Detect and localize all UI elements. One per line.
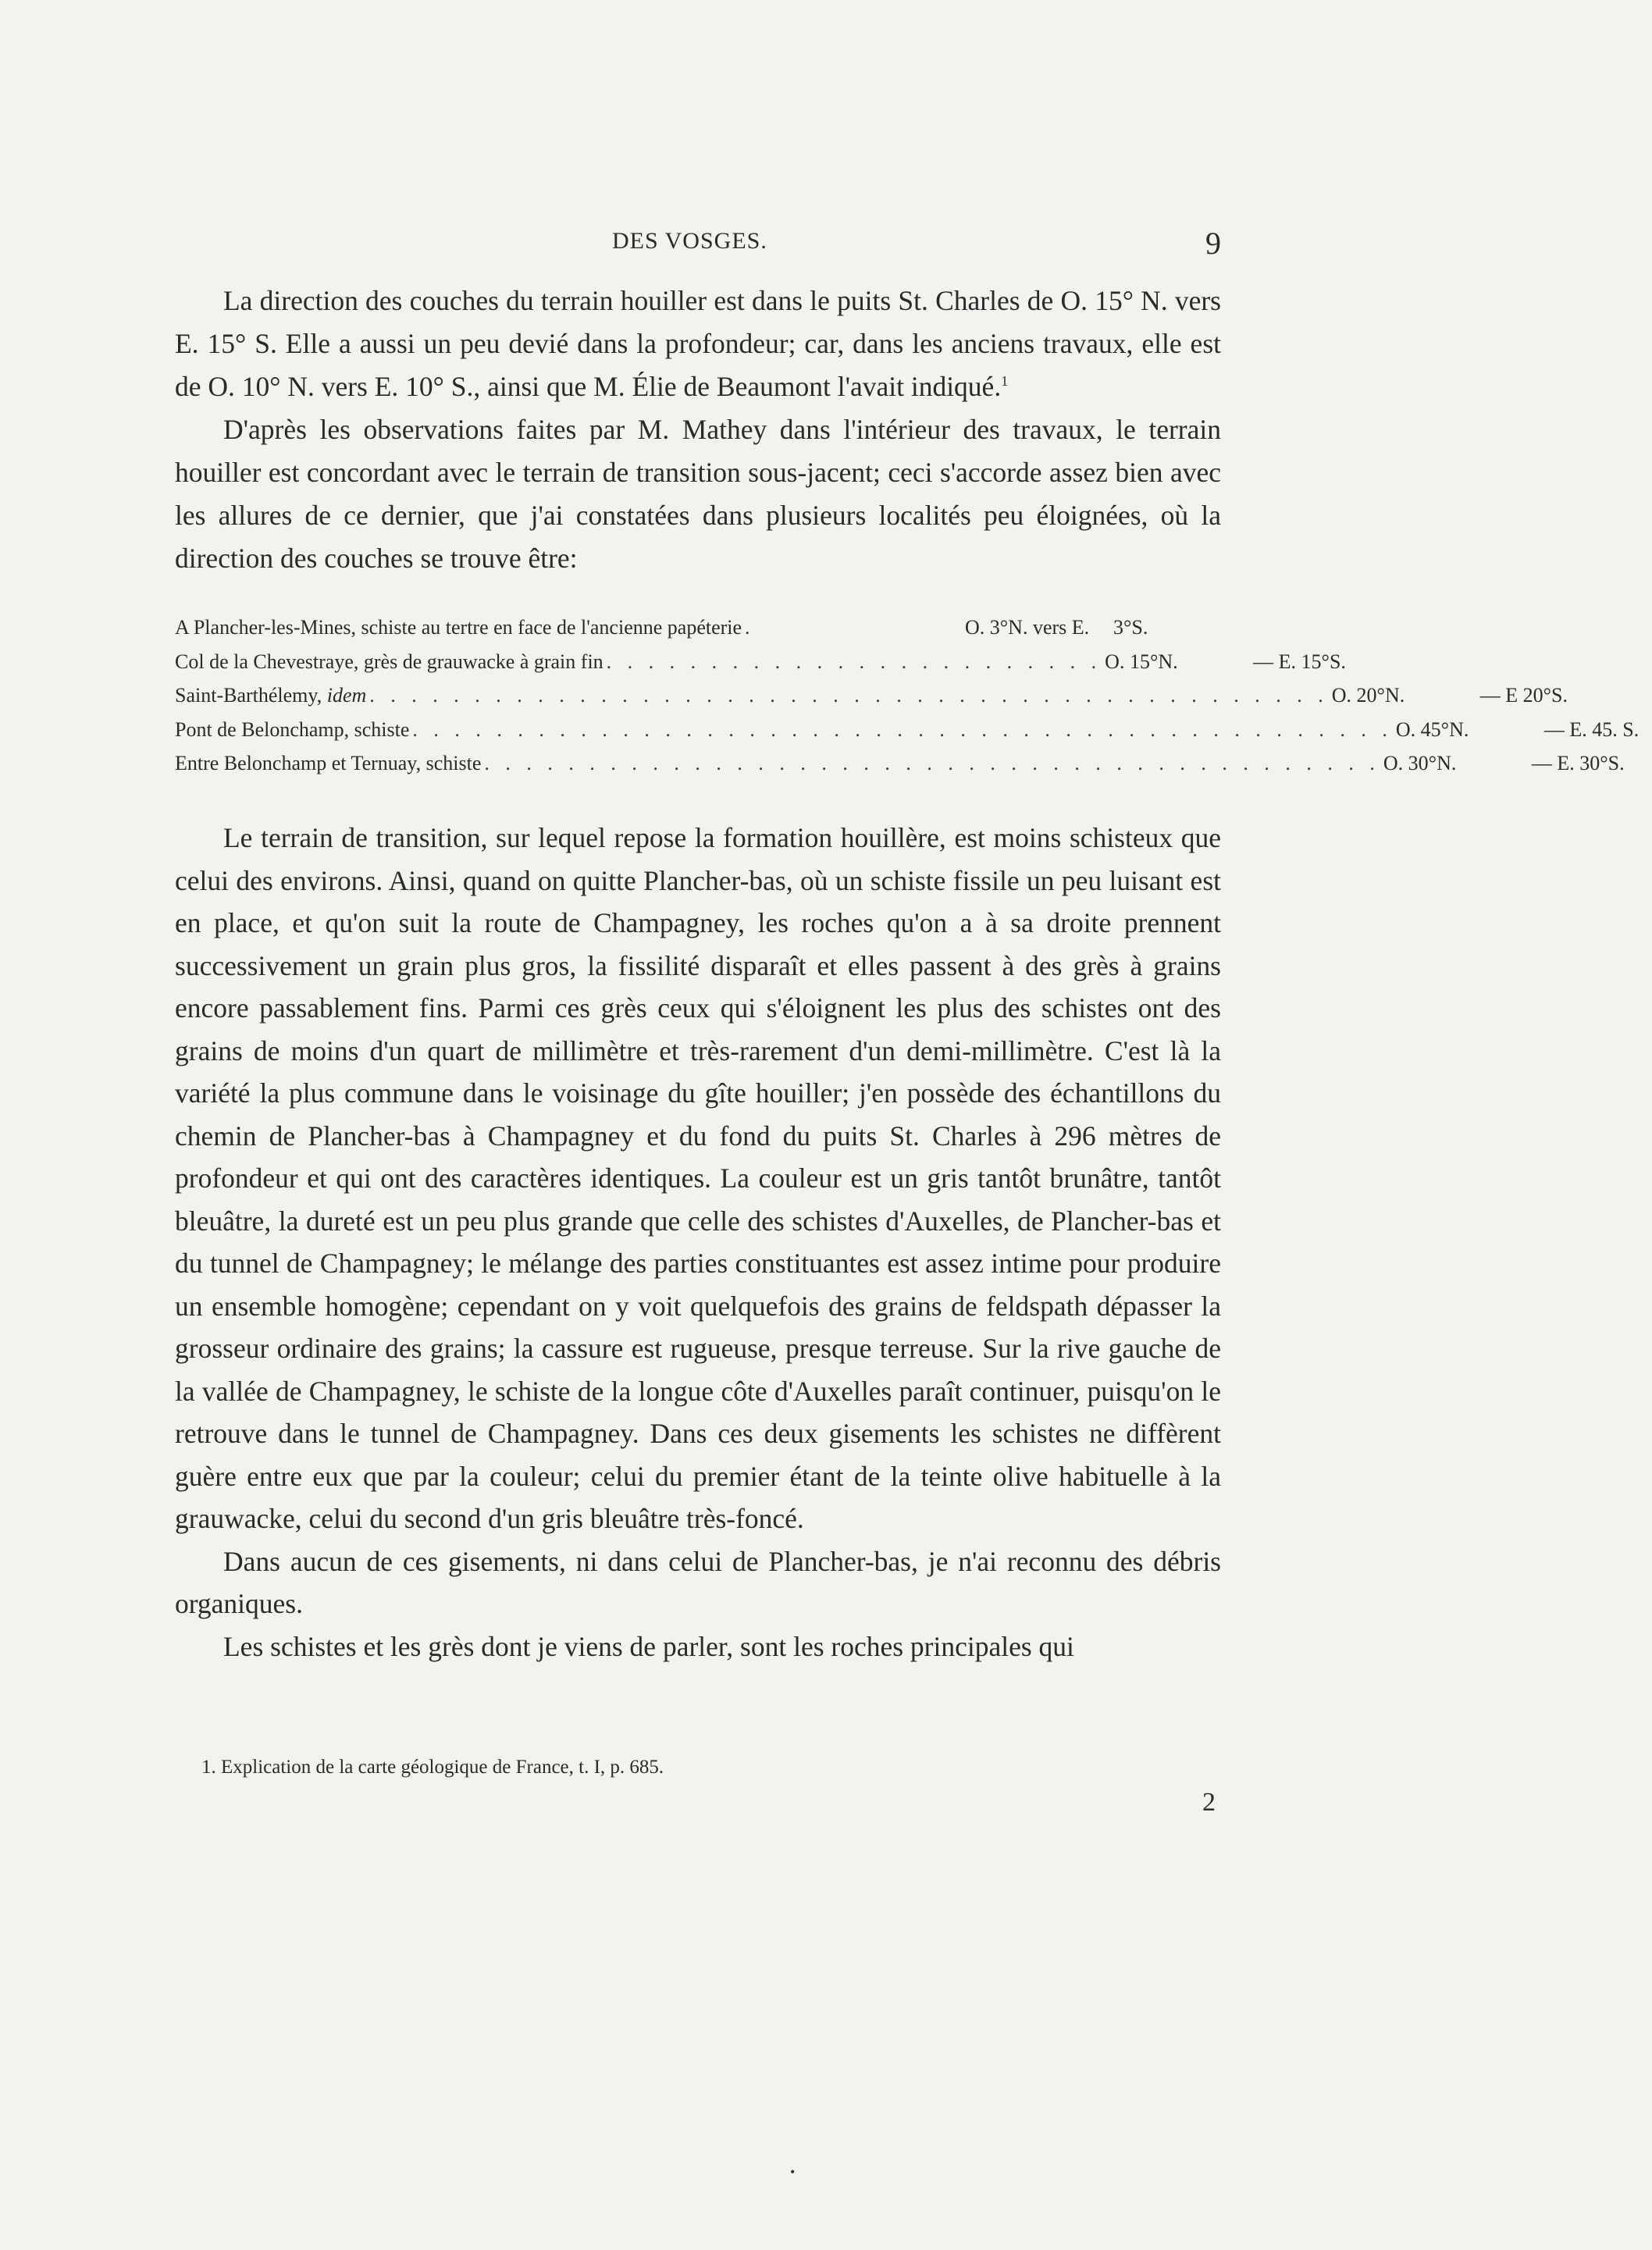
- orientation-location: [175, 678, 366, 713]
- leader-dots: . . . . . . . . . . . . . . . . . . . . . . . . . . . . . . . . . . . . . . . . . . . . . . .: [412, 717, 1393, 741]
- orientation-to: — E. 45. S.: [1543, 717, 1640, 741]
- orientation-from: O. 3°N. vers E.: [965, 616, 1090, 639]
- orientation-from: O. 45°N.: [1395, 717, 1469, 741]
- paragraph: Les schistes et les grès dont je viens de parler, sont les roches principales qui: [223, 1630, 1074, 1662]
- leader-dots: . . . . . . . . . . . . . . . . . . . . . . . . . . . . . . . . . . . . . . . . . . .: [484, 752, 1380, 774]
- body-text-bottom: [175, 817, 1221, 1668]
- leader-dots: . . . . . . . . . . . . . . . . . . . . . . . .: [606, 650, 1102, 673]
- stray-mark: •: [790, 2164, 796, 2180]
- orientation-location-italic: idem: [326, 684, 367, 707]
- paragraph-text: La direction des couches du terrain houiller est dans le puits St. Charles de O. 15° N. vers E. 15° S. Elle a aussi un peu devié dans la profondeur; car, dans les anciens travaux, elle est de O. 10° N. vers E. 10° S., ainsi que M. Élie de Beaumont l'avait indiqué.: [175, 285, 1221, 402]
- orientation-from: O. 15°N.: [1105, 650, 1178, 673]
- orientation-to: — E. 15°S.: [1253, 650, 1346, 673]
- orientation-to: — E 20°S.: [1479, 684, 1568, 707]
- running-head: [175, 228, 1221, 262]
- orientation-location: Pont de Belonchamp, schiste: [175, 717, 410, 741]
- paragraph: D'après les observations faites par M. Mathey dans l'intérieur des travaux, le terrain houiller est concordant avec le terrain de transition sous-jacent; ceci s'accorde assez bien avec les allures de ce dernier, que j'ai constatées dans plusieurs localités peu éloignées, où la direction des couches se trouve être:: [175, 414, 1221, 574]
- orientation-from: O. 30°N.: [1383, 752, 1457, 774]
- orientation-row: [175, 678, 1568, 713]
- footnote-ref: 1: [1001, 373, 1009, 390]
- orientation-location: A Plancher-les-Mines, schiste au tertre en face de l'ancienne papéterie: [175, 616, 742, 639]
- orientation-to: 3°S.: [1113, 616, 1148, 639]
- orientation-row: [175, 713, 1640, 747]
- orientation-to: — E. 30°S.: [1531, 752, 1625, 774]
- leader-dots: . . . . . . . . . . . . . . . . . . . . . . . . . . . . . . . . . . . . . . . . . . . . . .: [369, 684, 1329, 707]
- page-number: 9: [1205, 226, 1221, 261]
- orientation-row: [175, 645, 1346, 679]
- orientation-location: Col de la Chevestraye, grès de grauwacke à grain fin: [175, 650, 603, 673]
- orientation-list: [175, 611, 1640, 781]
- paragraph: Dans aucun de ces gisements, ni dans celui de Plancher-bas, je n'ai reconnu des débris organiques.: [175, 1545, 1221, 1619]
- leader-dots: .: [745, 616, 756, 639]
- footnote: 1. Explication de la carte géologique de France, t. I, p. 685.: [201, 1757, 664, 1778]
- paragraph: [175, 279, 1221, 408]
- orientation-location-text: Saint-Barthélemy,: [175, 684, 327, 707]
- running-title: DES VOSGES.: [612, 228, 767, 254]
- orientation-from: O. 20°N.: [1331, 684, 1405, 707]
- orientation-row: [175, 611, 1221, 645]
- orientation-row: [175, 746, 1625, 781]
- signature-mark: 2: [1202, 1788, 1216, 1817]
- body-text-top: [175, 279, 1221, 580]
- paragraph: Le terrain de transition, sur lequel repose la formation houillère, est moins schisteux que celui des environs. Ainsi, quand on quitte Plancher-bas, où un schiste fissile un peu luisant est en place, et qu'on suit la route de Champagney, les roches qu'on a à sa droite prennent successivement un grain plus gros, la fissilité disparaît et elles passent à des grès à grains encore passablement fins. Parmi ces grès ceux qui s'éloignent les plus des schistes ont des grains de moins d'un quart de millimètre et très-rarement d'un demi-millimètre. C'est là la variété la plus commune dans le voisinage du gîte houiller; j'en possède des échantillons du chemin de Plancher-bas à Champagney et du fond du puits St. Charles à 296 mètres de profondeur et qui ont des caractères identiques. La couleur est un gris tantôt brunâtre, tantôt bleuâtre, la dureté est un peu plus grande que celle des schistes d'Auxelles, de Plancher-bas et du tunnel de Champagney; le mélange des parties constituantes est assez intime pour produire un ensemble homogène; cependant on y voit quelquefois des grains de feldspath dépasser la grosseur ordinaire des grains; la cassure est rugueuse, presque terreuse. Sur la rive gauche de la vallée de Champagney, le schiste de la longue côte d'Auxelles paraît continuer, puisqu'on le retrouve dans le tunnel de Champagney. Dans ces deux gisements les schistes ne diffèrent guère entre eux que par la couleur; celui du premier étant de la teinte olive habituelle à la grauwacke, celui du second d'un gris bleuâtre très-foncé.: [175, 822, 1221, 1534]
- orientation-location: Entre Belonchamp et Ternuay, schiste: [175, 752, 482, 774]
